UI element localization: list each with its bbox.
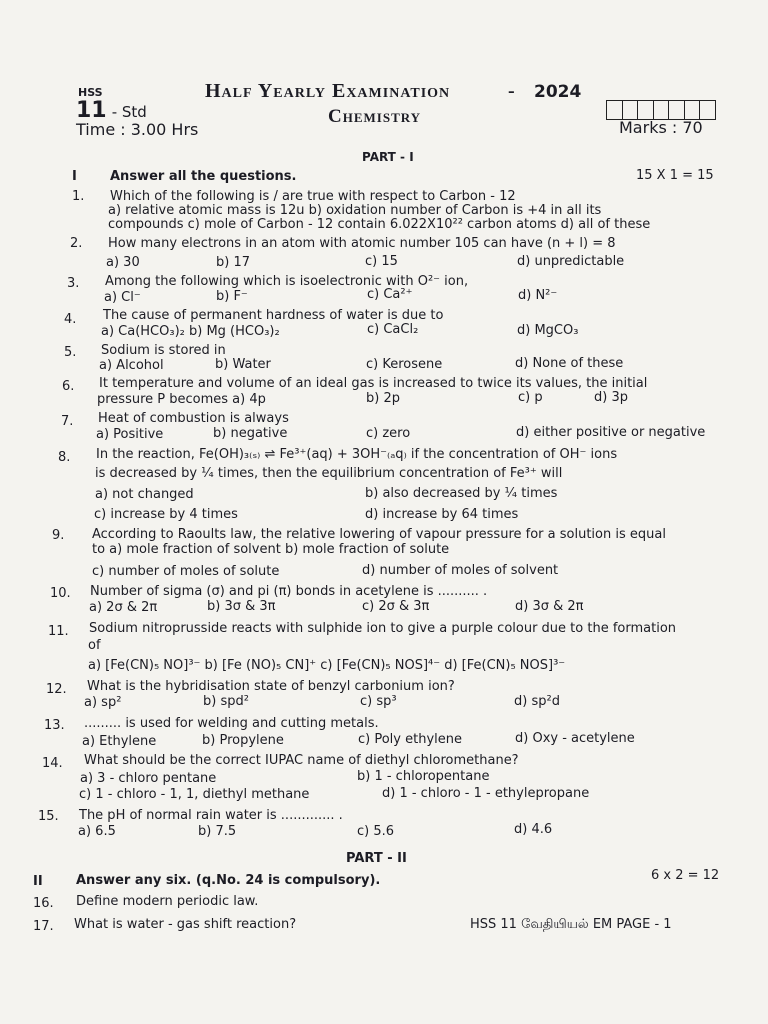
question-number: 11. [48,624,69,639]
question-text: Sodium is stored in [101,343,226,358]
question-text: Which of the following is / are true with respect to Carbon - 12 [110,189,516,204]
question-text: to a) mole fraction of solvent b) mole fraction of solute [92,542,450,557]
part1-marks: 15 X 1 = 15 [636,168,714,183]
part1-title: PART - I [362,150,414,164]
part2-section-number: II [33,874,43,889]
question-number: 3. [67,276,80,291]
option: b) F⁻ [216,289,248,304]
option: b) 7.5 [198,824,237,839]
question-text: What is water - gas shift reaction? [74,917,297,932]
question-text: In the reaction, Fe(OH)₃₍ₛ₎ ⇌ Fe³⁺(aq) + 3OH⁻₍ₐq₎ if the concentration of OH⁻ ions [96,447,618,462]
option: a) 3 - chloro pentane [80,771,217,786]
question-number: 13. [44,718,65,733]
exam-title: Half Yearly Examination [205,80,451,102]
option: c) Poly ethylene [358,732,462,747]
option: d) increase by 64 times [365,507,519,522]
option: b) also decreased by ¹⁄₄ times [365,486,558,501]
question-text: According to Raoults law, the relative lowering of vapour pressure for a solution is equal [92,527,666,542]
page-footer: HSS 11 வேதியியல் EM PAGE - 1 [470,917,672,932]
option: d) N²⁻ [518,288,558,303]
option: d) sp²d [514,694,560,709]
part2-instruction: Answer any six. (q.No. 24 is compulsory). [76,873,381,888]
question-text: Sodium nitroprusside reacts with sulphide ion to give a purple colour due to the formation [89,621,677,636]
part2-title: PART - II [346,851,407,866]
question-number: 4. [64,312,77,327]
question-text: Number of sigma (σ) and pi (π) bonds in acetylene is .......... . [90,584,488,599]
question-number: 17. [33,919,54,934]
question-text: It temperature and volume of an ideal gas is increased to twice its values, the initial [99,376,648,391]
option: a) Positive [96,427,164,442]
question-number: 1. [72,189,85,204]
option: d) MgCO₃ [517,323,579,338]
option: a) Ethylene [82,734,157,749]
question-number: 6. [62,379,75,394]
option: a) 6.5 [78,824,116,839]
option: c) 5.6 [357,824,395,839]
option: b) 3σ & 3π [207,599,276,614]
question-number: 16. [33,896,54,911]
question-text: The pH of normal rain water is ............. . [79,808,343,823]
question-number: 15. [38,809,59,824]
option: d) 1 - chloro - 1 - ethylepropane [382,786,590,801]
question-text: Among the following which is isoelectronic with O²⁻ ion, [105,274,469,289]
register-number-boxes [606,100,716,120]
question-text: of [88,638,101,653]
question-number: 14. [42,756,63,771]
option: d) either positive or negative [516,425,706,440]
std-number: 11 [76,98,107,123]
question-text: What should be the correct IUPAC name of diethyl chloromethane? [84,753,519,768]
option: b) Water [215,357,271,372]
question-number: 7. [61,414,74,429]
school-code: HSS [78,86,103,99]
option: a) not changed [95,487,194,502]
option: b) 17 [216,255,250,270]
question-text: a) relative atomic mass is 12u b) oxidation number of Carbon is +4 in all its [108,203,602,218]
option: c) CaCl₂ [367,322,419,337]
part1-instruction: Answer all the questions. [110,169,297,184]
option: a) 30 [106,255,140,270]
option: c) Ca²⁺ [367,287,413,302]
option: b) 2p [366,391,400,406]
option: a) Cl⁻ [104,290,141,305]
option: d) 3σ & 2π [515,599,584,614]
option: a) sp² [84,695,122,710]
option: c) number of moles of solute [92,564,280,579]
exam-time: Time : 3.00 Hrs [76,120,199,139]
option: b) negative [213,426,288,441]
part1-section-number: I [72,169,77,184]
question-number: 10. [50,586,71,601]
option: b) Propylene [202,733,284,748]
question-number: 5. [64,345,77,360]
option: a) [Fe(CN)₅ NO]³⁻ b) [Fe (NO)₅ CN]⁺ c) [Fe(CN)₅ NOS]⁴⁻ d) [Fe(CN)₅ NOS]³⁻ [88,658,566,673]
option: d) None of these [515,356,624,371]
question-text: is decreased by ¹⁄₄ times, then the equilibrium concentration of Fe³⁺ will [95,466,563,481]
option: c) p [518,390,543,405]
option: c) 15 [365,254,398,269]
question-number: 8. [58,450,71,465]
question-text: ......... is used for welding and cutting metals. [84,716,379,731]
option: a) 2σ & 2π [89,600,158,615]
question-number: 9. [52,528,65,543]
option: c) Kerosene [366,357,443,372]
std-label: - Std [111,103,147,121]
part2-marks: 6 x 2 = 12 [651,868,720,883]
option: d) number of moles of solvent [362,563,559,578]
option: a) Ca(HCO₃)₂ b) Mg (HCO₃)₂ [101,324,280,339]
question-text: What is the hybridisation state of benzyl carbonium ion? [87,679,455,694]
option: d) Oxy - acetylene [515,731,635,746]
option: b) 1 - chloropentane [357,769,490,784]
question-text: Heat of combustion is always [98,411,289,426]
question-number: 12. [46,682,67,697]
exam-year: 2024 [534,82,582,102]
option: b) spd² [203,694,249,709]
total-marks: Marks : 70 [619,118,703,137]
option: c) sp³ [360,694,397,709]
question-text: Define modern periodic law. [76,894,259,909]
option: a) Alcohol [99,358,164,373]
option: d) 4.6 [514,822,553,837]
subject-title: Chemistry [328,106,422,127]
option: c) 2σ & 3π [362,599,430,614]
question-text: compounds c) mole of Carbon - 12 contain 6.022X10²² carbon atoms d) all of these [108,217,651,232]
option: c) zero [366,426,411,441]
question-text: The cause of permanent hardness of water is due to [103,308,444,323]
title-dash: - [508,80,516,102]
option: d) 3p [594,390,628,405]
question-text: How many electrons in an atom with atomic number 105 can have (n + l) = 8 [108,236,616,251]
question-number: 2. [70,236,83,251]
option: c) increase by 4 times [94,507,238,522]
option: pressure P becomes a) 4p [97,392,266,407]
option: c) 1 - chloro - 1, 1, diethyl methane [79,787,310,802]
option: d) unpredictable [517,254,625,269]
